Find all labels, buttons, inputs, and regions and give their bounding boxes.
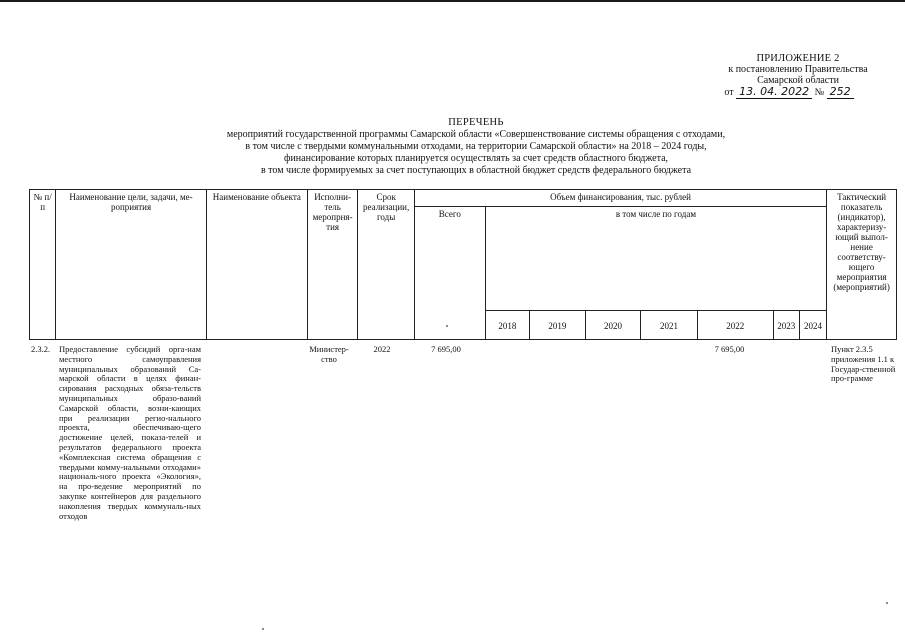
appendix-date-line bbox=[662, 86, 905, 98]
title-heading: ПЕРЕЧЕНЬ bbox=[448, 117, 504, 128]
title-line-1: мероприятий государственной программы Самарской области «Совершенствование системы обращения с отходами, bbox=[226, 129, 726, 140]
top-border-line bbox=[0, 0, 905, 2]
appendix-block bbox=[680, 53, 905, 98]
title-line-4: в том числе формируемых за счет поступающих в областной бюджет средств федерального бюджета bbox=[260, 165, 692, 176]
year-2021: 2021 bbox=[641, 311, 698, 340]
title-line-3: финансирование которых планируется осуществлять за счет средств областного бюджета, bbox=[283, 153, 669, 164]
year-2019: 2019 bbox=[530, 311, 586, 340]
row-term: 2022 bbox=[373, 344, 391, 354]
header-goal: Наименование цели, задачи, ме-роприятия bbox=[56, 190, 207, 340]
date-prefix: от bbox=[724, 87, 734, 98]
row-executor: Министер-ство bbox=[309, 344, 349, 364]
year-2022: 2022 bbox=[697, 311, 773, 340]
header-num: № п/п bbox=[30, 190, 56, 340]
scan-speck bbox=[446, 325, 448, 327]
appendix-line-3: Самарской области bbox=[757, 75, 839, 86]
year-2023: 2023 bbox=[773, 311, 799, 340]
title-line-2: в том числе с твердыми коммунальными отходами, на территории Самарской области» на 2018 – 2024 годы, bbox=[245, 141, 707, 152]
handwritten-date: 13. 04. 2022 bbox=[736, 85, 812, 99]
row-num: 2.3.2. bbox=[31, 344, 51, 354]
row-2022: 7 695,00 bbox=[714, 344, 745, 354]
header-total: Всего bbox=[414, 207, 485, 340]
header-object: Наименование объекта bbox=[206, 190, 307, 340]
header-table bbox=[29, 189, 897, 340]
handwritten-number: 252 bbox=[827, 85, 854, 99]
header-executor: Исполни-тель меропрня-тия bbox=[307, 190, 358, 340]
row-goal: Предоставление субсидий орга-нам местного самоуправления муниципальных образований Са-марской области в целях финан-сирования расходных обяза-тельств муниципальных образо-ваний Самарской области, возни-кающих при реализации регио-нального проекта, обеспечиваю-щего достижение целей, показа-телей и результатов федерального проекта «Комплексная система обращения с твердыми комму-нальными отходами» националь-ного проекта «Экология», на про-ведение мероприятий по закупке контейнеров для раздельного накопления твердых коммуналь-ных отходов bbox=[59, 344, 201, 521]
scan-speck bbox=[886, 602, 888, 604]
row-total: 7 695,00 bbox=[431, 344, 461, 354]
year-2020: 2020 bbox=[585, 311, 641, 340]
header-by-years: в том числе по годам bbox=[485, 207, 827, 311]
document-title bbox=[140, 117, 812, 177]
header-indicator: Тактический показатель (индикатор), характеризу-ющий выпол-нение соответству-ющего мероприятия (мероприятий) bbox=[827, 190, 897, 340]
year-2018: 2018 bbox=[485, 311, 529, 340]
header-volume: Объем финансирования, тыс. рублей bbox=[414, 190, 826, 207]
scan-speck bbox=[262, 628, 264, 630]
number-prefix: № bbox=[814, 87, 825, 98]
appendix-line-2: к постановлению Правительства bbox=[728, 64, 868, 75]
header-term: Срок реализации, годы bbox=[358, 190, 415, 340]
appendix-title: ПРИЛОЖЕНИЕ 2 bbox=[756, 53, 840, 64]
year-2024: 2024 bbox=[799, 311, 826, 340]
row-indicator: Пункт 2.3.5 приложения 1.1 к Государ-ственной про-грамме bbox=[831, 344, 896, 384]
